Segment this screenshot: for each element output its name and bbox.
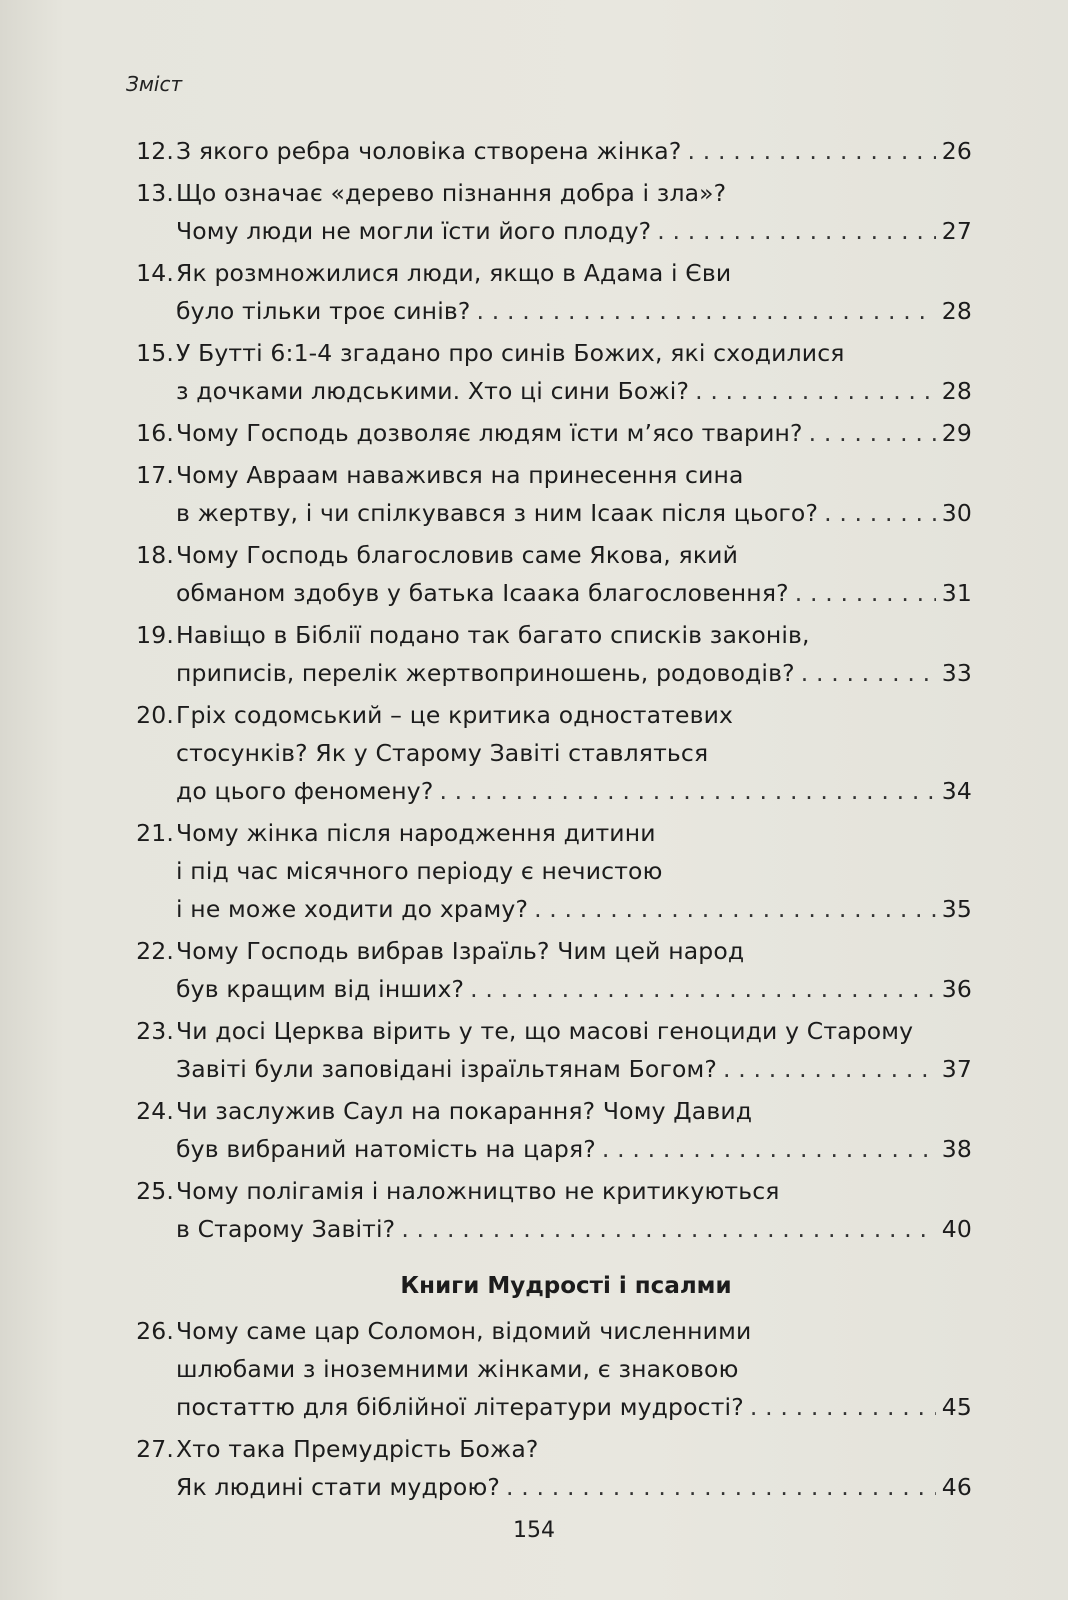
toc-entry-line — [120, 772, 972, 810]
entry-number: 25. — [136, 1177, 174, 1205]
toc-entry-line — [120, 1312, 972, 1350]
dot-leader — [401, 1210, 935, 1248]
dot-leader — [695, 372, 936, 410]
toc-entry-line — [120, 414, 972, 452]
toc-entry-line — [120, 890, 972, 928]
toc-entry — [120, 1012, 972, 1088]
entry-title: Навіщо в Біблії подано так багато списків законів, — [176, 621, 810, 649]
entry-title: Чи досі Церква вірить у те, що масові геноциди у Старому — [176, 1017, 914, 1045]
entry-page: 45 — [941, 1393, 972, 1421]
toc-group-b — [120, 1312, 972, 1506]
toc-entry-line — [120, 1388, 972, 1426]
toc-entry-line — [120, 654, 972, 692]
dot-leader — [439, 772, 935, 810]
section-title: Книги Мудрості і псалми — [400, 1273, 732, 1299]
entry-page: 27 — [941, 217, 972, 245]
entry-title: Чому Авраам наважився на принесення сина — [176, 461, 744, 489]
entry-title: шлюбами з іноземними жінками, є знаковою — [176, 1355, 739, 1383]
entry-number: 20. — [136, 701, 174, 729]
toc-entry-line — [120, 814, 972, 852]
toc-entry-line — [120, 1172, 972, 1210]
entry-title: постаттю для біблійної літератури мудрості? — [176, 1393, 744, 1421]
toc-entry — [120, 174, 972, 250]
toc-entry-line — [120, 292, 972, 330]
dot-leader — [750, 1388, 936, 1426]
entry-title: Чи заслужив Саул на покарання? Чому Давид — [176, 1097, 753, 1125]
entry-title: в Старому Завіті? — [176, 1215, 396, 1243]
toc-entry — [120, 1172, 972, 1248]
entry-number: 14. — [136, 259, 174, 287]
dot-leader — [801, 654, 936, 692]
toc-entry — [120, 132, 972, 170]
toc-entry-line — [120, 970, 972, 1008]
entry-page: 46 — [941, 1473, 972, 1501]
toc-entry-line — [120, 174, 972, 212]
dot-leader — [477, 292, 936, 330]
entry-title: Чому Господь вибрав Ізраїль? Чим цей народ — [176, 937, 745, 965]
dot-leader — [687, 132, 935, 170]
entry-number: 23. — [136, 1017, 174, 1045]
toc-entry-line — [120, 1050, 972, 1088]
toc-entry — [120, 616, 972, 692]
dot-leader — [809, 414, 936, 452]
toc-entry — [120, 1092, 972, 1168]
toc-entry — [120, 334, 972, 410]
entry-title: в жертву, і чи спілкувався з ним Ісаак після цього? — [176, 499, 819, 527]
entry-page: 38 — [941, 1135, 972, 1163]
dot-leader — [506, 1468, 936, 1506]
dot-leader — [795, 574, 936, 612]
entry-title: приписів, перелік жертвоприношень, родоводів? — [176, 659, 795, 687]
toc-entry — [120, 1312, 972, 1426]
entry-title: Гріх содомський – це критика одностатевих — [176, 701, 734, 729]
dot-leader — [657, 212, 936, 250]
entry-number: 13. — [136, 179, 174, 207]
toc-entry-line — [120, 1468, 972, 1506]
toc-entry — [120, 696, 972, 810]
toc-entry-line — [120, 1012, 972, 1050]
entry-title: обманом здобув у батька Ісаака благословення? — [176, 579, 789, 607]
entry-number: 27. — [136, 1435, 174, 1463]
toc-entry-line — [120, 494, 972, 532]
dot-leader — [723, 1050, 936, 1088]
toc-entry-line — [120, 536, 972, 574]
entry-title: Завіті були заповідані ізраїльтянам Богом? — [176, 1055, 717, 1083]
entry-title: з дочками людськими. Хто ці сини Божі? — [176, 377, 690, 405]
dot-leader — [534, 890, 936, 928]
entry-title: було тільки троє синів? — [176, 297, 471, 325]
toc-group-a — [120, 132, 972, 1248]
toc-entry — [120, 456, 972, 532]
toc-entry — [120, 1430, 972, 1506]
toc-entry — [120, 536, 972, 612]
entry-number: 19. — [136, 621, 174, 649]
dot-leader — [602, 1130, 936, 1168]
dot-leader — [470, 970, 936, 1008]
dot-leader — [824, 494, 936, 532]
entry-title: З якого ребра чоловіка створена жінка? — [176, 137, 682, 165]
entry-number: 17. — [136, 461, 174, 489]
entry-page: 29 — [941, 419, 972, 447]
entry-title: і не може ходити до храму? — [176, 895, 529, 923]
entry-title: Хто така Премудрість Божа? — [176, 1435, 539, 1463]
toc-entry — [120, 932, 972, 1008]
entry-page: 33 — [941, 659, 972, 687]
toc-entry-line — [120, 132, 972, 170]
entry-page: 28 — [941, 377, 972, 405]
toc-entry-line — [120, 852, 972, 890]
toc-entry-line — [120, 574, 972, 612]
entry-number: 26. — [136, 1317, 174, 1345]
toc-entry-line — [120, 734, 972, 772]
entry-title: Чому Господь дозволяє людям їсти м’ясо тварин? — [176, 419, 803, 447]
toc-entry-line — [120, 456, 972, 494]
toc-entry-line — [120, 254, 972, 292]
entry-title: Чому жінка після народження дитини — [176, 819, 656, 847]
toc-entry-line — [120, 334, 972, 372]
entry-page: 30 — [941, 499, 972, 527]
entry-page: 26 — [941, 137, 972, 165]
entry-number: 16. — [136, 419, 174, 447]
entry-number: 12. — [136, 137, 174, 165]
entry-page: 40 — [941, 1215, 972, 1243]
entry-number: 21. — [136, 819, 174, 847]
entry-title: до цього феномену? — [176, 777, 434, 805]
entry-number: 15. — [136, 339, 174, 367]
entry-title: Що означає «дерево пізнання добра і зла»? — [176, 179, 727, 207]
entry-number: 24. — [136, 1097, 174, 1125]
toc-entry-line — [120, 932, 972, 970]
entry-title: Як людині стати мудрою? — [176, 1473, 501, 1501]
toc-entry — [120, 254, 972, 330]
entry-title: був кращим від інших? — [176, 975, 465, 1003]
entry-page: 37 — [941, 1055, 972, 1083]
toc-entry-line — [120, 1430, 972, 1468]
entry-number: 18. — [136, 541, 174, 569]
toc-entry-line — [120, 1350, 972, 1388]
toc-entry — [120, 814, 972, 928]
entry-title: Як розмножилися люди, якщо в Адама і Єви — [176, 259, 732, 287]
toc-entry-line — [120, 1130, 972, 1168]
entry-title: У Бутті 6:1-4 згадано про синів Божих, які сходилися — [176, 339, 845, 367]
entry-title: Чому люди не могли їсти його плоду? — [176, 217, 652, 245]
entry-title: Чому полігамія і наложництво не критикуються — [176, 1177, 780, 1205]
entry-title: був вибраний натомість на царя? — [176, 1135, 596, 1163]
entry-title: стосунків? Як у Старому Завіті ставляться — [176, 739, 709, 767]
entry-page: 28 — [941, 297, 972, 325]
toc-entry-line — [120, 616, 972, 654]
page-number: 154 — [513, 1518, 555, 1543]
entry-page: 31 — [941, 579, 972, 607]
toc-entry-line — [120, 372, 972, 410]
entry-title: Чому Господь благословив саме Якова, який — [176, 541, 739, 569]
entry-page: 34 — [941, 777, 972, 805]
toc-entry-line — [120, 1092, 972, 1130]
toc-entry-line — [120, 212, 972, 250]
running-head: Зміст — [126, 72, 183, 96]
entry-number: 22. — [136, 937, 174, 965]
entry-title: Чому саме цар Соломон, відомий численними — [176, 1317, 752, 1345]
table-of-contents — [120, 132, 972, 1510]
toc-entry-line — [120, 1210, 972, 1248]
toc-entry-line — [120, 696, 972, 734]
entry-title: і під час місячного періоду є нечистою — [176, 857, 663, 885]
entry-page: 35 — [941, 895, 972, 923]
toc-entry — [120, 414, 972, 452]
entry-page: 36 — [941, 975, 972, 1003]
